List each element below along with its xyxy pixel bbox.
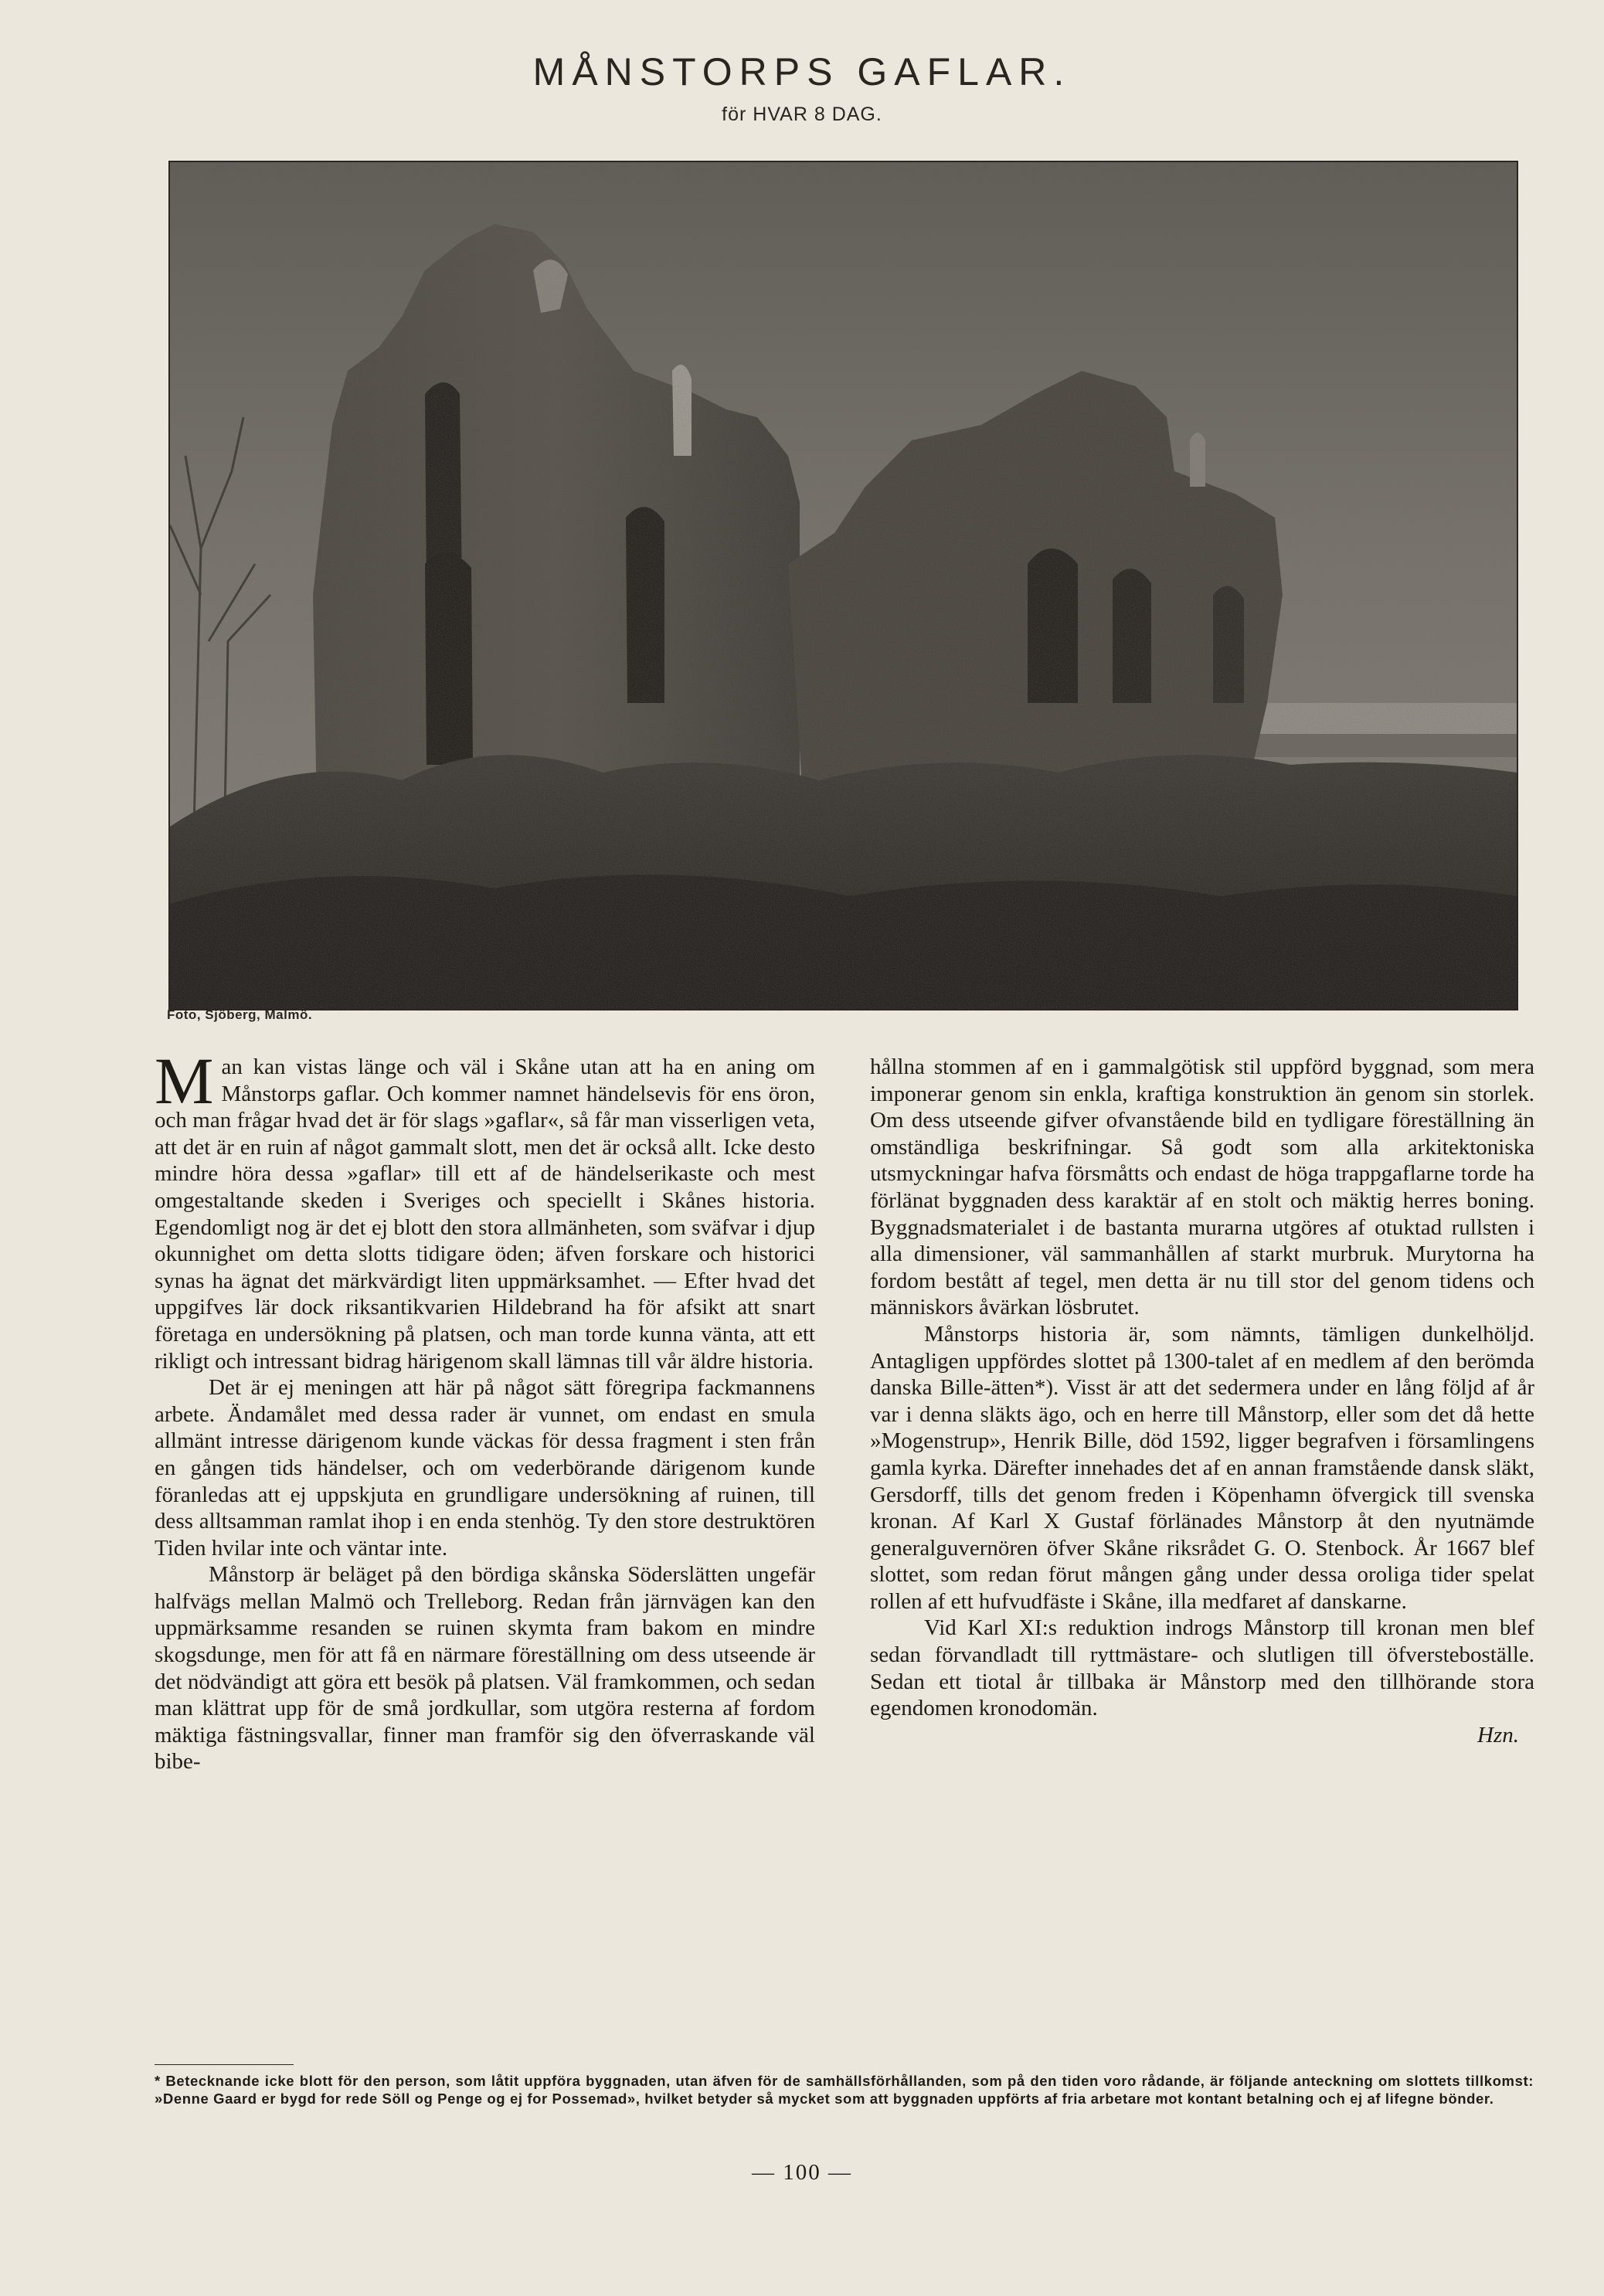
drop-cap: M: [155, 1044, 214, 1118]
footnote-divider: [155, 2064, 294, 2065]
article-left-column: [155, 1044, 815, 1775]
article-paragraph: Vid Karl XI:s reduktion indrogs Månstorp till kronan men blef sedan förvandladt till ryttmästare- och slutligen till öfversteboställe. Sedan ett tiotal år tillbaka är Månstorp med den tillhörande stora egendomen kronodomän.: [870, 1615, 1534, 1721]
article-paragraph: Månstorp är beläget på den bördiga skånska Söderslätten ungefär halfvägs mellan Malmö och Trelleborg. Redan från järnvägen kan den uppmärksamme resanden se ruinen skymta fram bakom en mindre skogsdunge, men för att få en närmare föreställning om dess utseende är det nödvändigt att göra ett besök på platsen. Väl framkommen, och sedan man klättrat upp för de små jordkullar, som utgöra resterna af fordom mäktiga fästningsvallar, finner man framför sig den öfverraskande väl bibe-: [155, 1562, 815, 1775]
photo-credit: Foto, Sjöberg, Malmö.: [167, 1007, 313, 1022]
page-title: MÅNSTORPS GAFLAR.: [532, 50, 1072, 93]
article-right-column: [870, 1054, 1534, 1748]
footnote: * Betecknande icke blott för den person, som låtit uppföra byggnaden, utan äfven för de samhällsförhållanden, som på den tiden voro rådande, är följande anteckning om slottets tillkomst: »Denne Gaard er bygd for rede Söll og Penge og ej for Possemad», hvilket betyder så mycket som att byggnaden uppförts af fria arbetare mot kontant betalning och ej af lifegne bönder.: [155, 2073, 1534, 2107]
page-subtitle: för HVAR 8 DAG.: [722, 104, 882, 125]
article-paragraph: Det är ej meningen att här på något sätt föregripa fackmannens arbete. Ändamålet med dessa rader är vunnet, om endast en smula allmänt intresse därigenom kunde väckas för dessa fragment i sten från en gången tids händelser, och om vederbörande därigenom kunde föranledas att ej uppskjuta en grundligare undersökning af ruinen, till dess alltsamman ramlat ihop i en enda stenhög. Ty den store destruktören Tiden hvilar inte och väntar inte.: [155, 1375, 815, 1561]
author-signature: Hzn.: [1477, 1722, 1519, 1747]
article-paragraph: hållna stommen af en i gammalgötisk stil uppförd byggnad, som mera imponerar genom sin enkla, kraftiga konstruktion än genom sin storlek. Om dess utseende gifver ofvanstående bild en tydligare föreställning än omständliga beskrifningar. Så godt som alla arkitektoniska utsmyckningar hafva försmåtts och endast de höga trappgaflarne torde ha förlänat byggnaden dess karaktär af en stolt och mäktig herres boning. Byggnadsmaterialet i de bastanta murarna utgöres af otuktad rullsten i alla dimensioner, väl sammanhållen af starkt murbruk. Murytorna ha fordom bestått af tegel, men detta är nu till stor del genom tidens och människors åvärkan lösbrutet.: [870, 1055, 1534, 1320]
article-paragraph: Månstorps historia är, som nämnts, tämligen dunkelhöljd. Antagligen uppfördes slottet på 1300-talet af en medlem af den berömda danska Bille-ätten*). Visst är att det sedermera under en lång följd af år var i denna släkts ägo, och en herre till Månstorp, eller som det då hette »Mogenstrup», Henrik Bille, död 1592, ligger begrafven i församlingens gamla kyrka. Därefter innehades det af en annan framstående dansk släkt, Gersdorff, tills det genom freden i Köpenhamn öfvergick till svenska kronan. Af Karl X Gustaf förlänades Månstorp åt den nyutnämde generalguvernören öfver Skåne riksrådet G. O. Stenbock. År 1667 blef slottet, som redan förut mången gång under dessa oroliga tider spelat rollen af ett hufvudfäste i Skåne, illa medfaret af danskarne.: [870, 1321, 1534, 1614]
page-number: — 100 —: [752, 2160, 852, 2185]
article-paragraph: an kan vistas länge och väl i Skåne utan att ha en aning om Månstorps gaflar. Och kommer namnet händelsevis för ens öron, och man frågar hvad det är för slags »gaflar«, så får man visserligen veta, att det är en ruin af något gammalt slott, men det är också allt. Icke desto mindre höra dessa »gaflar» till ett af de händelserikaste och mest omgestaltande skeden i Sveriges och speciellt i Skånes historia. Egendomligt nog är det ej blott den stora allmänheten, som sväfvar i djup okunnighet om detta slotts tidigare öden; äfven forskare och historici synas ha ägnat det märkvärdigt liten uppmärksamhet. — Efter hvad det uppgifves lär dock riksantikvarien Hildebrand ha för afsikt att snart företaga en undersökning på platsen, och man torde kunna vänta, att ett rikligt och intressant bidrag härigenom skall lämnas till vår äldre historia.: [155, 1055, 815, 1374]
ruin-photograph: [168, 161, 1518, 1010]
